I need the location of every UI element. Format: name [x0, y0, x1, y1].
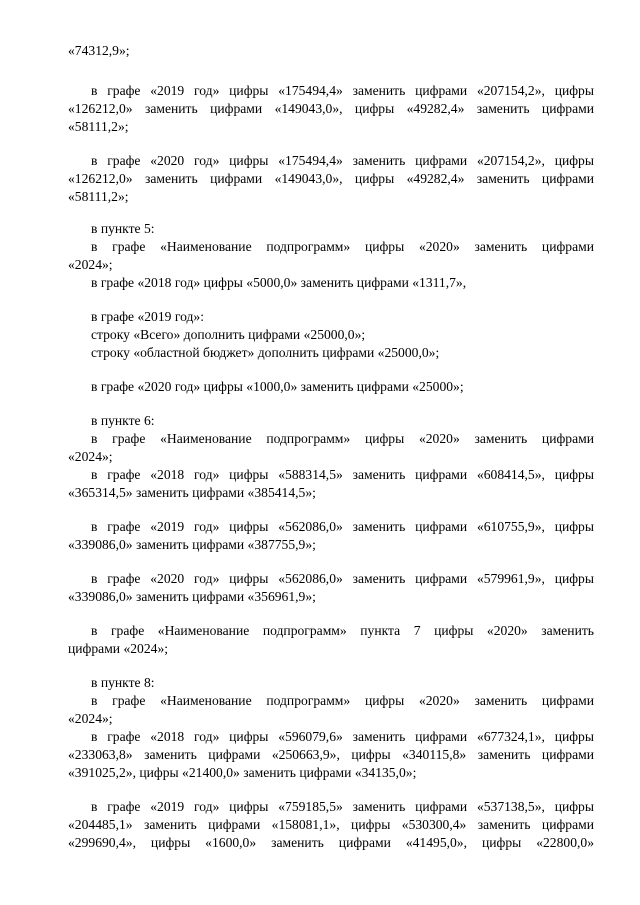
text-line: «74312,9»; — [68, 43, 130, 58]
text-line: «2024»; — [68, 711, 113, 726]
text-line: в графе «Наименование подпрограмм» цифры «2020» заменить цифрами — [91, 239, 594, 254]
text-line: строку «областной бюджет» дополнить цифрами «25000,0»; — [91, 345, 440, 360]
text-line: в графе «2018 год» цифры «588314,5» заменить цифрами «608414,5», цифры — [91, 467, 594, 482]
text-line: в графе «2019 год» цифры «562086,0» заменить цифрами «610755,9», цифры — [91, 519, 594, 534]
text-line: «58111,2»; — [68, 189, 129, 204]
text-line: «391025,2», цифры «21400,0» заменить цифрами «34135,0»; — [68, 765, 417, 780]
text-line: «233063,8» заменить цифрами «250663,9», цифры «340115,8» заменить цифрами — [68, 747, 594, 762]
text-line: в пункте 6: — [91, 413, 155, 428]
text-line: «204485,1» заменить цифрами «158081,1», цифры «530300,4» заменить цифрами — [68, 817, 594, 832]
text-line: в графе «2019 год» цифры «175494,4» заменить цифрами «207154,2», цифры — [91, 83, 594, 98]
text-line: «339086,0» заменить цифрами «356961,9»; — [68, 589, 316, 604]
text-line: строку «Всего» дополнить цифрами «25000,0»; — [91, 327, 366, 342]
text-line: «58111,2»; — [68, 119, 129, 134]
text-line: в пункте 8: — [91, 675, 155, 690]
text-line: в графе «2019 год»: — [91, 309, 204, 324]
text-line: в графе «2020 год» цифры «175494,4» заменить цифрами «207154,2», цифры — [91, 153, 594, 168]
text-line: в графе «Наименование подпрограмм» цифры «2020» заменить цифрами — [91, 693, 594, 708]
text-line: «126212,0» заменить цифрами «149043,0», цифры «49282,4» заменить цифрами — [68, 101, 594, 116]
text-line: в графе «Наименование подпрограмм» цифры «2020» заменить цифрами — [91, 431, 594, 446]
text-line: в пункте 5: — [91, 221, 155, 236]
text-line: «126212,0» заменить цифрами «149043,0», цифры «49282,4» заменить цифрами — [68, 171, 594, 186]
text-line: «365314,5» заменить цифрами «385414,5»; — [68, 485, 316, 500]
text-line: цифрами «2024»; — [68, 641, 169, 656]
text-line: в графе «2018 год» цифры «5000,0» заменить цифрами «1311,7», — [91, 275, 467, 290]
text-line: в графе «2020 год» цифры «1000,0» заменить цифрами «25000»; — [91, 379, 464, 394]
text-line: «339086,0» заменить цифрами «387755,9»; — [68, 537, 316, 552]
text-line: в графе «Наименование подпрограмм» пункта 7 цифры «2020» заменить — [91, 623, 594, 638]
text-line: в графе «2020 год» цифры «562086,0» заменить цифрами «579961,9», цифры — [91, 571, 594, 586]
text-line: в графе «2018 год» цифры «596079,6» заменить цифрами «677324,1», цифры — [91, 729, 594, 744]
text-line: «2024»; — [68, 449, 113, 464]
text-line: «2024»; — [68, 257, 113, 272]
text-line: «299690,4», цифры «1600,0» заменить цифрами «41495,0», цифры «22800,0» — [68, 835, 594, 850]
text-line: в графе «2019 год» цифры «759185,5» заменить цифрами «537138,5», цифры — [91, 799, 594, 814]
